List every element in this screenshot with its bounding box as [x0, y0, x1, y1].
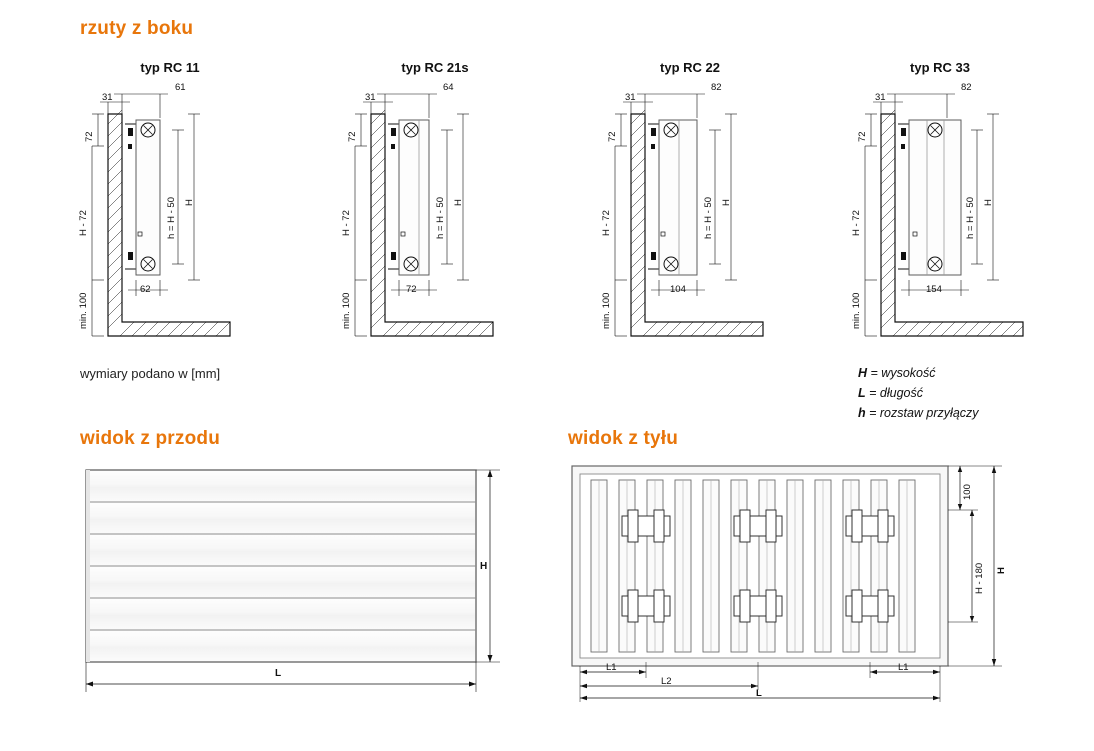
type-title-rc22: typ RC 22 [660, 60, 720, 75]
dim-rc33-72: 72 [857, 131, 868, 142]
dim-rc21s-top-left: 31 [365, 92, 376, 103]
dim-rear-l1-left: L1 [606, 662, 617, 673]
type-title-rc11: typ RC 11 [140, 60, 200, 75]
front-view-height-label: H [480, 561, 488, 572]
legend-text-L: = długość [869, 386, 923, 400]
dim-rc33-h72: H - 72 [851, 210, 862, 236]
dim-rc11-h72: H - 72 [78, 210, 89, 236]
dim-rc33-min100: min. 100 [851, 292, 862, 329]
side-view-rc21s [333, 84, 563, 344]
dim-rc22-h72: H - 72 [601, 210, 612, 236]
dim-rc21s-h72: H - 72 [341, 210, 352, 236]
dim-rear-H: H [996, 567, 1007, 574]
dim-rc11-72: 72 [84, 131, 95, 142]
dim-rc22-72: 72 [607, 131, 618, 142]
legend-symbol-h: h [858, 406, 866, 420]
dim-rc22-top-left: 31 [625, 92, 636, 103]
dim-rc21s-top-right: 64 [443, 82, 454, 93]
dim-rc21s-72: 72 [347, 131, 358, 142]
side-view-rc22 [593, 84, 823, 344]
dim-rc11-min100: min. 100 [78, 292, 89, 329]
rear-view-drawing [558, 456, 1028, 706]
dim-rc21s-min100: min. 100 [341, 292, 352, 329]
legend-item-small-h [858, 406, 979, 420]
dim-rear-l1-right: L1 [898, 662, 909, 673]
dim-rc21s-h: h = H - 50 [435, 197, 446, 239]
dim-rc11-h: h = H - 50 [166, 197, 177, 239]
front-view-length-label: L [275, 668, 282, 679]
units-note: wymiary podano w [mm] [80, 366, 221, 381]
legend-block [858, 366, 979, 420]
dim-rear-100: 100 [962, 484, 973, 500]
legend-item-l [858, 386, 979, 400]
type-title-rc21s: typ RC 21s [401, 60, 469, 75]
front-view-drawing [70, 456, 520, 706]
dim-rear-L: L [756, 688, 762, 699]
legend-item-h [858, 366, 979, 380]
dim-rc33-top-right: 82 [961, 82, 972, 93]
legend-symbol-H: H [858, 366, 868, 380]
dim-rc22-top-right: 82 [711, 82, 722, 93]
dim-rc11-top-left: 31 [102, 92, 113, 103]
legend-text-h: = rozstaw przyłączy [869, 406, 979, 420]
dim-rc33-top-left: 31 [875, 92, 886, 103]
side-view-rc33 [843, 84, 1083, 344]
dim-rc11-base: 62 [140, 284, 151, 295]
side-view-rc11 [70, 84, 300, 344]
type-title-rc33: typ RC 33 [910, 60, 970, 75]
rear-view-title: widok z tyłu [568, 428, 679, 449]
front-view-title: widok z przodu [80, 428, 221, 449]
dim-rc33-base: 154 [926, 284, 942, 295]
dim-rc22-h: h = H - 50 [703, 197, 714, 239]
side-views-title: rzuty z boku [80, 18, 194, 39]
dim-rear-h180: H - 180 [974, 562, 985, 594]
dim-rc22-base: 104 [670, 284, 686, 295]
legend-text-H: = wysokość [870, 366, 936, 380]
dim-rc22-min100: min. 100 [601, 292, 612, 329]
dim-rc21s-base: 72 [406, 284, 417, 295]
legend-symbol-L: L [858, 386, 866, 400]
dim-rc11-top-right: 61 [175, 82, 186, 93]
dim-rc22-H: H [721, 199, 732, 206]
dim-rc33-h: h = H - 50 [965, 197, 976, 239]
dim-rc11-H: H [184, 199, 195, 206]
dim-rc33-H: H [983, 199, 994, 206]
dim-rc21s-H: H [453, 199, 464, 206]
dim-rear-l2: L2 [661, 676, 672, 687]
